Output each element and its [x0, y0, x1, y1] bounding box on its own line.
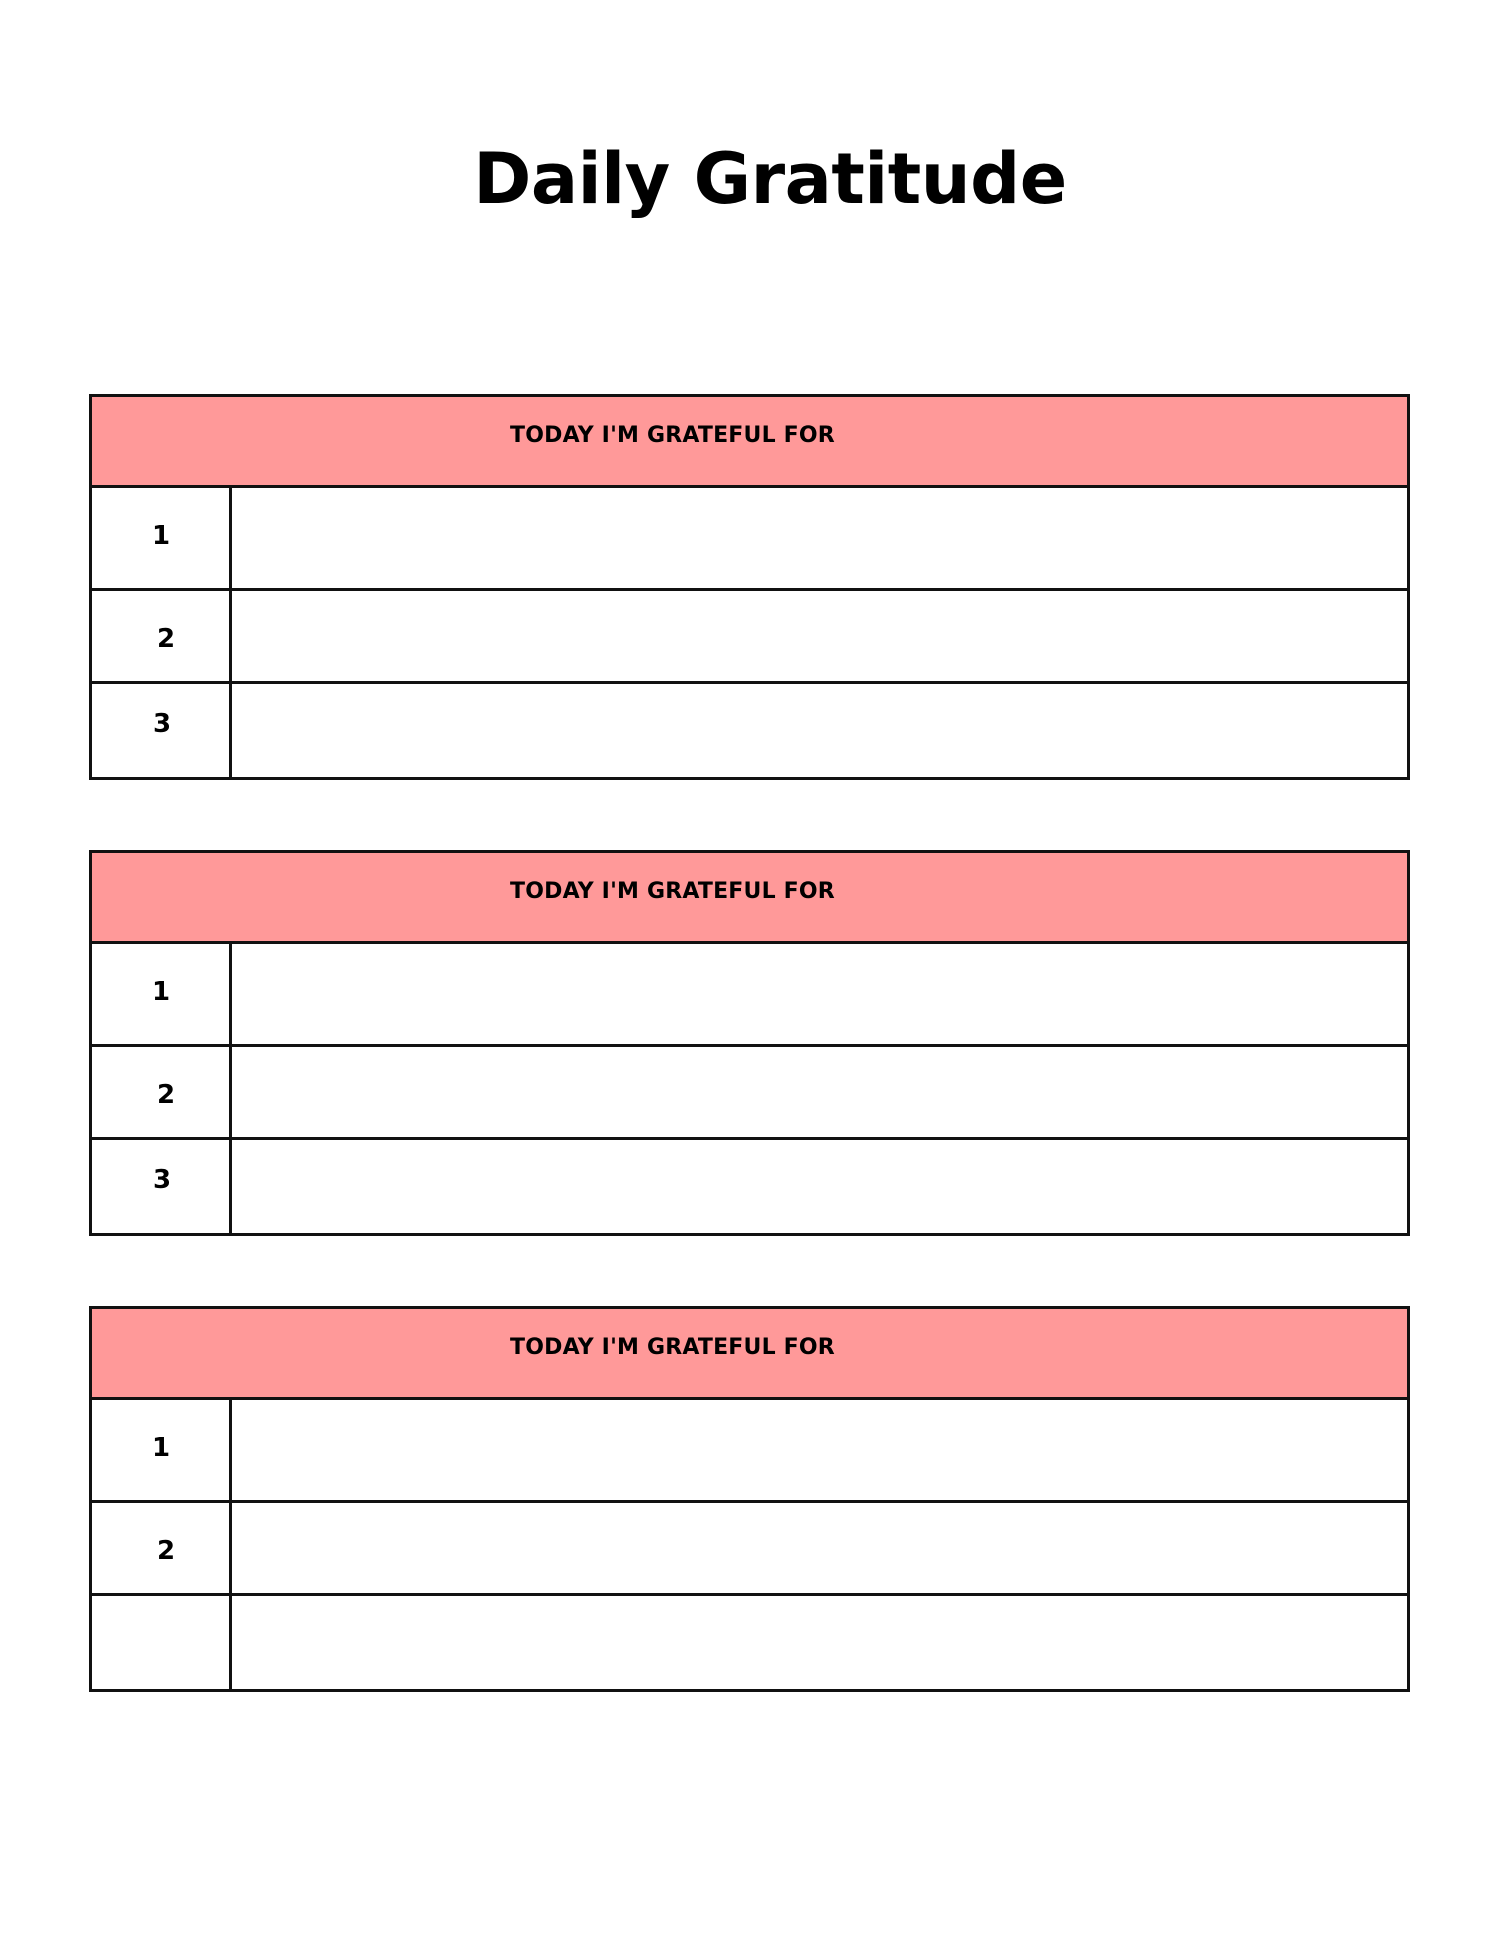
row-number: 1: [152, 977, 171, 1007]
entry-field[interactable]: [232, 684, 1407, 777]
entry-field[interactable]: [232, 944, 1407, 1044]
gratitude-table-2: [89, 850, 1410, 1236]
row-number: 2: [157, 1536, 176, 1566]
gratitude-table-3: [89, 1306, 1410, 1692]
table-header-label: TODAY I'M GRATEFUL FOR: [510, 1335, 835, 1360]
entry-field[interactable]: [232, 1596, 1407, 1689]
entry-field[interactable]: [232, 1503, 1407, 1593]
table-header: [92, 397, 1407, 488]
table-header-label: TODAY I'M GRATEFUL FOR: [510, 879, 835, 904]
page-title: Daily Gratitude: [473, 138, 1067, 220]
table-header: [92, 1309, 1407, 1400]
row-number: 3: [153, 709, 172, 739]
entry-field[interactable]: [232, 488, 1407, 588]
table-header: [92, 853, 1407, 944]
row-number: 2: [157, 1080, 176, 1110]
row-number: 1: [152, 521, 171, 551]
gratitude-table-1: [89, 394, 1410, 780]
entry-field[interactable]: [232, 1140, 1407, 1233]
row-number: 3: [153, 1165, 172, 1195]
entry-field[interactable]: [232, 1047, 1407, 1137]
table-header-label: TODAY I'M GRATEFUL FOR: [510, 423, 835, 448]
row-number: 2: [157, 624, 176, 654]
entry-field[interactable]: [232, 591, 1407, 681]
entry-field[interactable]: [232, 1400, 1407, 1500]
row-number: 1: [152, 1433, 171, 1463]
